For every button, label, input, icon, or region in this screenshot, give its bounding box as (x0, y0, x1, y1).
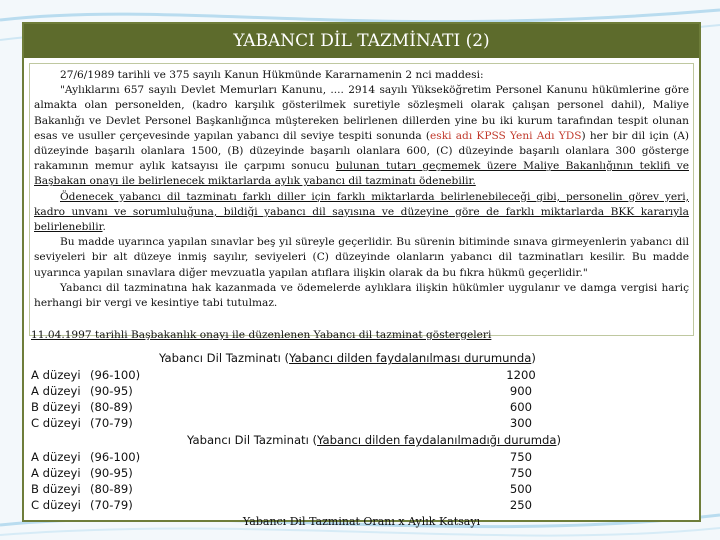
slide-frame (22, 22, 701, 528)
table-2-title-suffix: ) (556, 433, 562, 447)
table-1-row (31, 368, 551, 384)
row-range: (70-79) (90, 498, 133, 512)
table-1-row (31, 400, 551, 416)
row-amount: 600 (509, 400, 533, 414)
table-2-title-prefix: Yabancı Dil Tazminatı ( (187, 433, 318, 447)
row-level: A düzeyi (31, 450, 81, 464)
paragraph-2 (34, 83, 689, 189)
table-2-row (31, 498, 551, 514)
table-2-title-condition: Yabancı dilden faydalanılmadığı durumda (317, 433, 557, 447)
row-amount: 250 (509, 498, 533, 512)
paragraph-2-text-a: "Aylıklarını 657 sayılı Devlet Memurları Kanunu, .... 2914 sayılı Yükseköğretim Personel Kanunu hükümlerine göre almakta olan personelden, (kadro karşılık gösterilmek suretiyle sözleşmeli olarak çalışan personel dahil), Maliye Bakanlığı ve Devlet Personel Başkanlığınca müştereken belirlenen dillerden yine bu iki kurum tarafından tespit olunan esas ve usuller çerçevesinde yapılan yabancı dil seviye tespiti sonunda ( (34, 84, 689, 142)
row-amount: 900 (509, 384, 533, 398)
row-range: (96-100) (90, 450, 141, 464)
table-2-row (31, 466, 551, 482)
row-level: A düzeyi (31, 384, 81, 398)
row-level: B düzeyi (31, 400, 81, 414)
row-range: (90-95) (90, 384, 133, 398)
row-amount: 300 (509, 416, 533, 430)
table-1-title-suffix: ) (531, 351, 536, 365)
paragraph-2-text-b: ) her bir dil için (A) düzeyinde başarılı olanlara 1500, (B) düzeyinde başarılı olanlara 600, (C) düzeyinde başarılı olanlara 300 gösterge rakamının memur aylık katsayısı ile çarpımı sonucu (34, 129, 689, 173)
section-heading: 11.04.1997 tarihli Başbakanlık onayı ile düzenlenen Yabancı dil tazminat göstergeleri (31, 329, 492, 341)
footer-formula: Yabancı Dil Tazminat Oranı x Aylık Katsayı (242, 515, 481, 528)
table-2-row (31, 482, 551, 498)
row-amount: 500 (509, 482, 533, 496)
table-1-title-prefix: Yabancı Dil Tazminatı ( (159, 351, 290, 365)
row-range: (90-95) (90, 466, 133, 480)
table-2-row (31, 450, 551, 466)
legal-text (34, 68, 689, 311)
row-level: A düzeyi (31, 368, 81, 382)
paragraph-3-underlined: Ödenecek yabancı dil tazminatı farklı diller için farklı miktarlarda belirlenebileceği gibi, personelin görev yeri, kadro unvanı ve sorumluluğuna, bildiği yabancı dil sayısına ve düzeyine göre de farklı miktarlarda BKK kararıyla belirlenebilir (34, 190, 689, 234)
row-amount: 1200 (506, 368, 536, 382)
row-level: B düzeyi (31, 482, 81, 496)
row-range: (96-100) (90, 368, 141, 382)
row-amount: 750 (509, 450, 533, 464)
row-range: (80-89) (90, 482, 133, 496)
row-range: (80-89) (90, 400, 133, 414)
row-level: C düzeyi (31, 416, 81, 430)
table-1-title (159, 351, 536, 365)
paragraph-3 (34, 190, 689, 236)
paragraph-2-underlined: bulunan tutarı geçmemek üzere Maliye Bakanlığının teklifi ve Başbakan onayı ile belirlenecek miktarlarda aylık yabancı dil tazminatı ödenebilir. (34, 160, 689, 188)
table-1-title-condition: Yabancı dilden faydalanılması durumunda (289, 351, 532, 365)
paragraph-4: Bu madde uyarınca yapılan sınavlar beş yıl süreyle geçerlidir. Bu sürenin bitiminde sınava girmeyenlerin yabancı dil seviyeleri bir alt düzeye inmiş sayılır, seviyeleri (C) düzeyinde olanların yabancı dil tazminatları kesilir. Bu madde uyarınca yapılan sınavlara diğer mevzuatla yapılan atıflara ilişkin olarak da bu fıkra hükmü geçerlidir." (34, 236, 689, 279)
row-amount: 750 (509, 466, 533, 480)
slide-title: YABANCI DİL TAZMİNATI (2) (24, 24, 699, 58)
paragraph-1: 27/6/1989 tarihli ve 375 sayılı Kanun Hükmünde Kararnamenin 2 nci maddesi: (60, 69, 484, 81)
paragraph-3-end: . (102, 221, 106, 234)
row-level: A düzeyi (31, 466, 81, 480)
legal-text-box (29, 63, 694, 336)
table-2-title (187, 433, 561, 447)
paragraph-5: Yabancı dil tazminatına hak kazanmada ve ödemelerde aylıklara ilişkin hükümler uygulanır ve damga vergisi hariç herhangi bir vergi ve kesintiye tabi tutulmaz. (34, 281, 689, 310)
table-1-row (31, 416, 551, 432)
table-1-row (31, 384, 551, 400)
row-range: (70-79) (90, 416, 133, 430)
exam-name-highlight: eski adı KPSS Yeni Adı YDS (430, 129, 582, 142)
row-level: C düzeyi (31, 498, 81, 512)
